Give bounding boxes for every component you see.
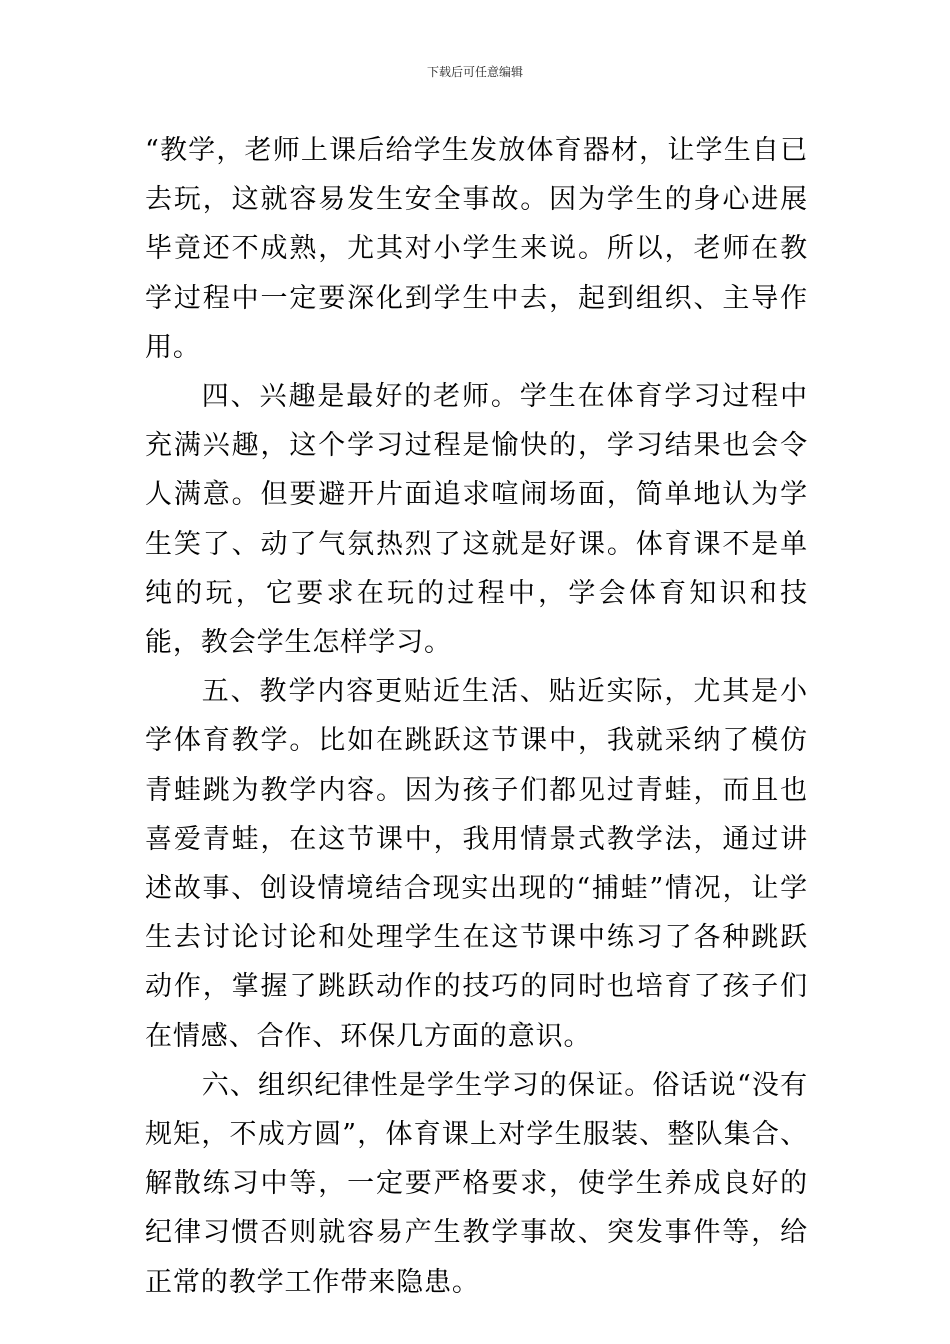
document-body (145, 126, 808, 1307)
paragraph-point-six: 六、组织纪律性是学生学习的保证。俗话说“没有规矩，不成方圆”，体育课上对学生服装、整队集合、解散练习中等，一定要严格要求，使学生养成良好的纪律习惯否则就容易产生教学事故、突发事件等，给正常的教学工作带来隐患。 (145, 1069, 808, 1298)
paragraph-point-four: 四、兴趣是最好的老师。学生在体育学习过程中充满兴趣，这个学习过程是愉快的，学习结果也会令人满意。但要避开片面追求喧闹场面，简单地认为学生笑了、动了气氛热烈了这就是好课。体育课不是单纯的玩，它要求在玩的过程中，学会体育知识和技能，教会学生怎样学习。 (145, 381, 808, 659)
header-note: 下载后可任意编辑 (426, 65, 523, 79)
paragraph-point-five: 五、教学内容更贴近生活、贴近实际，尤其是小学体育教学。比如在跳跃这节课中，我就采纳了模仿青蛙跳为教学内容。因为孩子们都见过青蛙，而且也喜爱青蛙，在这节课中，我用情景式教学法，通过讲述故事、创设情境结合现实出现的“捕蛙”情况，让学生去讨论讨论和处理学生在这节课中练习了各种跳跃动作，掌握了跳跃动作的技巧的同时也培育了孩子们在情感、合作、环保几方面的意识。 (145, 676, 808, 1052)
paragraph-continuation: “教学，老师上课后给学生发放体育器材，让学生自已去玩，这就容易发生安全事故。因为学生的身心进展毕竟还不成熟，尤其对小学生来说。所以，老师在教学过程中一定要深化到学生中去，起到组织、主导作用。 (145, 135, 808, 363)
